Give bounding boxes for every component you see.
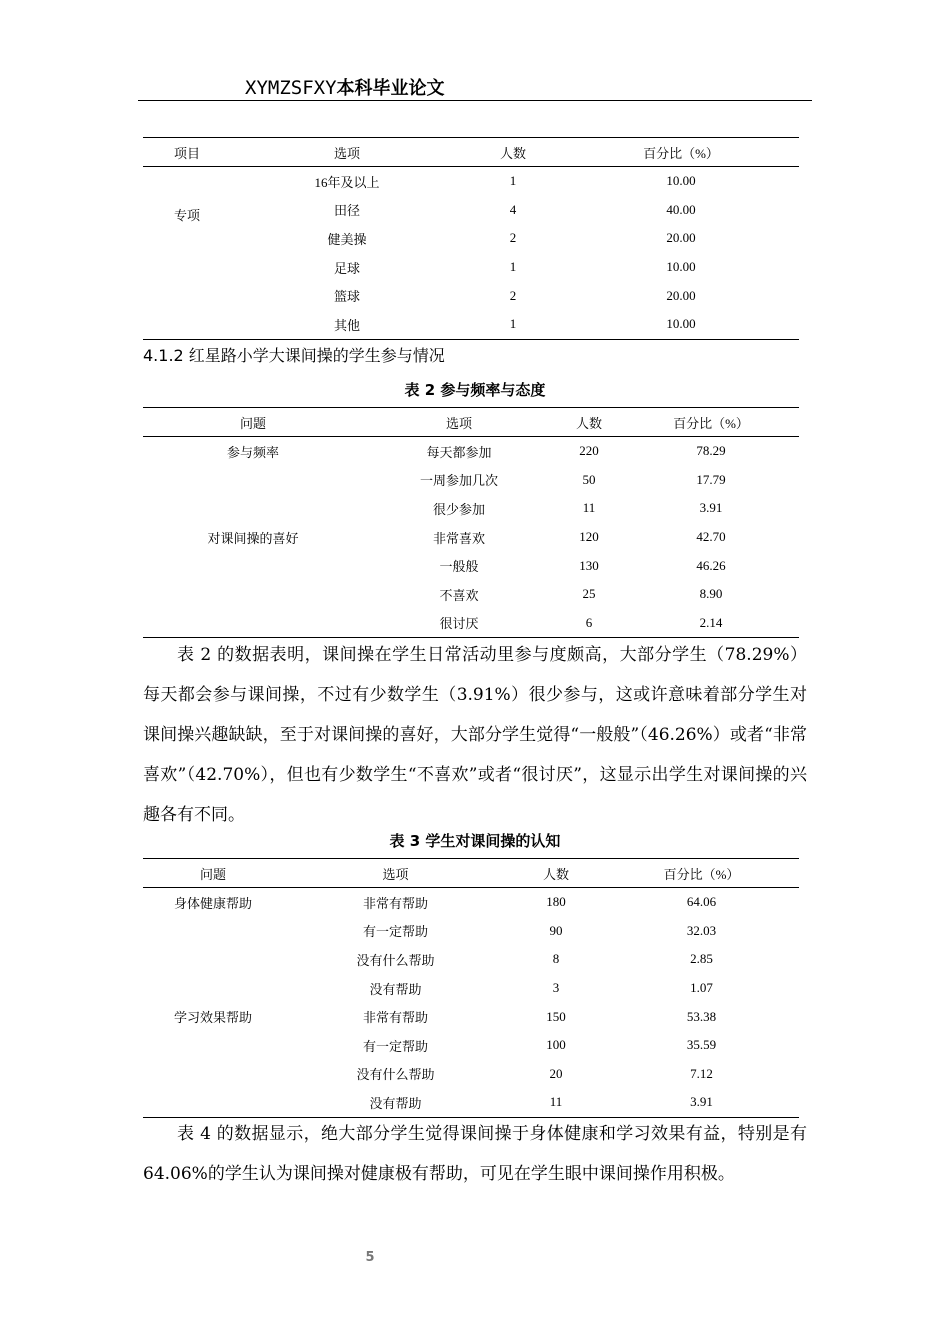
col-header: 人数 <box>463 138 563 167</box>
paragraph-2: 表 4 的数据显示，绝大部分学生觉得课间操于身体健康和学习效果有益，特别是有 64.06%的学生认为课间操对健康极有帮助，可见在学生眼中课间操作用积极。 <box>143 1124 807 1184</box>
percent-cell: 42.70 <box>696 529 726 545</box>
table-3-caption: 表 3 学生对课间操的认知 <box>389 832 561 850</box>
option-cell: 一周参加几次 <box>419 473 498 489</box>
count-cell: 11 <box>508 1088 604 1117</box>
option-cell: 一般般 <box>439 559 479 575</box>
page-number: 5 <box>365 1250 375 1265</box>
count-cell: 3 <box>552 980 560 996</box>
count-cell: 1 <box>463 310 563 339</box>
count-cell: 6 <box>555 609 623 638</box>
option-cell: 非常有帮助 <box>362 1010 428 1026</box>
paragraph-1: 表 2 的数据表明，课间操在学生日常活动里参与度颇高，大部分学生（78.29%）每天都会参与课间操，不过有少数学生（3.91%）很少参与，这或许意味着部分学生对课间操兴趣缺缺，至于对课间操的喜好，大部分学生觉得“一般般”（46.26%）或者“非常喜欢”（42.70%），但也有少数学生“不喜欢”或者“很讨厌”，这显示出学生对课间操的兴趣各有不同。 <box>143 645 807 825</box>
option-cell: 其他 <box>231 310 463 339</box>
count-cell: 20 <box>549 1065 563 1081</box>
option-cell: 非常喜欢 <box>432 530 485 546</box>
group-cell: 参与频率 <box>226 444 279 460</box>
table-row <box>143 523 799 552</box>
table-row <box>143 224 799 253</box>
group-cell: 学习效果帮助 <box>173 1010 252 1026</box>
count-cell: 50 <box>582 471 596 487</box>
count-cell: 2 <box>509 287 517 303</box>
percent-cell: 10.00 <box>666 173 696 189</box>
percent-cell: 10.00 <box>666 259 696 275</box>
percent-cell: 20.00 <box>666 287 696 303</box>
percent-cell: 32.03 <box>686 922 717 938</box>
table-row <box>143 974 799 1003</box>
table-2 <box>143 407 799 638</box>
table-row <box>143 167 799 196</box>
count-cell: 100 <box>546 1037 566 1053</box>
count-cell: 90 <box>549 922 563 938</box>
count-cell: 2 <box>509 230 517 246</box>
group-cell: 身体健康帮助 <box>173 895 252 911</box>
percent-cell: 10.00 <box>563 310 799 339</box>
option-cell: 没有什么帮助 <box>356 952 435 968</box>
percent-cell: 64.06 <box>686 894 717 910</box>
table-1 <box>143 137 799 340</box>
table-row <box>143 196 799 225</box>
col-header: 百分比（%） <box>563 138 799 167</box>
percent-cell: 8.90 <box>699 586 723 602</box>
percent-cell: 2.14 <box>623 609 799 638</box>
count-cell: 180 <box>546 894 566 910</box>
count-cell: 120 <box>579 529 599 545</box>
count-cell: 1 <box>509 259 517 275</box>
col-header: 选项 <box>363 408 555 437</box>
option-cell: 不喜欢 <box>439 587 479 603</box>
percent-cell: 78.29 <box>696 443 726 459</box>
table-row <box>143 1088 799 1117</box>
percent-cell: 20.00 <box>666 230 696 246</box>
table-row <box>143 281 799 310</box>
table-row <box>143 551 799 580</box>
table-row <box>143 253 799 282</box>
table-row <box>143 1002 799 1031</box>
option-cell: 有一定帮助 <box>362 924 428 940</box>
count-cell: 220 <box>579 443 599 459</box>
col-header: 问题 <box>143 859 283 888</box>
table-row <box>143 888 799 917</box>
table-row <box>143 1031 799 1060</box>
percent-cell: 40.00 <box>666 201 696 217</box>
table-row <box>143 917 799 946</box>
option-cell: 每天都参加 <box>426 444 492 460</box>
percent-cell: 35.59 <box>686 1037 717 1053</box>
option-cell: 没有什么帮助 <box>356 1067 435 1083</box>
count-cell: 11 <box>582 500 596 516</box>
count-cell: 1 <box>509 173 517 189</box>
table-3 <box>143 858 799 1118</box>
group-cell: 对课间操的喜好 <box>207 530 299 546</box>
page-header <box>138 74 812 101</box>
percent-cell: 3.91 <box>604 1088 799 1117</box>
header-text <box>245 74 445 100</box>
count-cell: 130 <box>579 557 599 573</box>
option-cell: 非常有帮助 <box>362 895 428 911</box>
col-header: 选项 <box>231 138 463 167</box>
col-header: 选项 <box>283 859 508 888</box>
option-cell: 有一定帮助 <box>362 1038 428 1054</box>
count-cell: 4 <box>509 201 517 217</box>
percent-cell: 46.26 <box>696 557 726 573</box>
option-cell: 健美操 <box>327 231 367 247</box>
header-title: 本科毕业论文 <box>336 78 445 99</box>
option-cell: 篮球 <box>333 289 360 305</box>
table-2-caption: 表 2 参与频率与态度 <box>404 381 546 399</box>
col-header: 项目 <box>143 138 231 167</box>
table-row <box>143 609 799 638</box>
group-cell: 专项 <box>173 208 200 224</box>
table-row <box>143 580 799 609</box>
option-cell: 田径 <box>333 203 360 219</box>
option-cell: 很少参加 <box>432 501 485 517</box>
option-cell: 足球 <box>333 260 360 276</box>
count-cell: 8 <box>552 951 560 967</box>
table-row <box>143 466 799 495</box>
option-cell: 16年及以上 <box>314 174 380 190</box>
count-cell: 25 <box>582 586 596 602</box>
header-prefix: XYMZSFXY <box>245 77 337 99</box>
col-header: 问题 <box>143 408 363 437</box>
option-cell: 很讨厌 <box>363 609 555 638</box>
percent-cell: 3.91 <box>699 500 723 516</box>
percent-cell: 53.38 <box>686 1008 717 1024</box>
section-heading: 4.1.2 红星路小学大课间操的学生参与情况 <box>143 346 445 365</box>
table-row <box>143 494 799 523</box>
percent-cell: 7.12 <box>690 1065 713 1081</box>
table-header-row <box>143 408 799 437</box>
option-cell: 没有帮助 <box>283 1088 508 1117</box>
table-row <box>143 437 799 466</box>
table-header-row <box>143 138 799 167</box>
table-row <box>143 1060 799 1089</box>
percent-cell: 2.85 <box>690 951 713 967</box>
table-header-row <box>143 859 799 888</box>
col-header: 百分比（%） <box>604 859 799 888</box>
count-cell: 150 <box>546 1008 566 1024</box>
percent-cell: 1.07 <box>690 980 713 996</box>
table-row <box>143 945 799 974</box>
col-header: 人数 <box>555 408 623 437</box>
option-cell: 没有帮助 <box>369 981 422 997</box>
col-header: 人数 <box>508 859 604 888</box>
col-header: 百分比（%） <box>623 408 799 437</box>
table-row <box>143 310 799 339</box>
percent-cell: 17.79 <box>696 471 726 487</box>
